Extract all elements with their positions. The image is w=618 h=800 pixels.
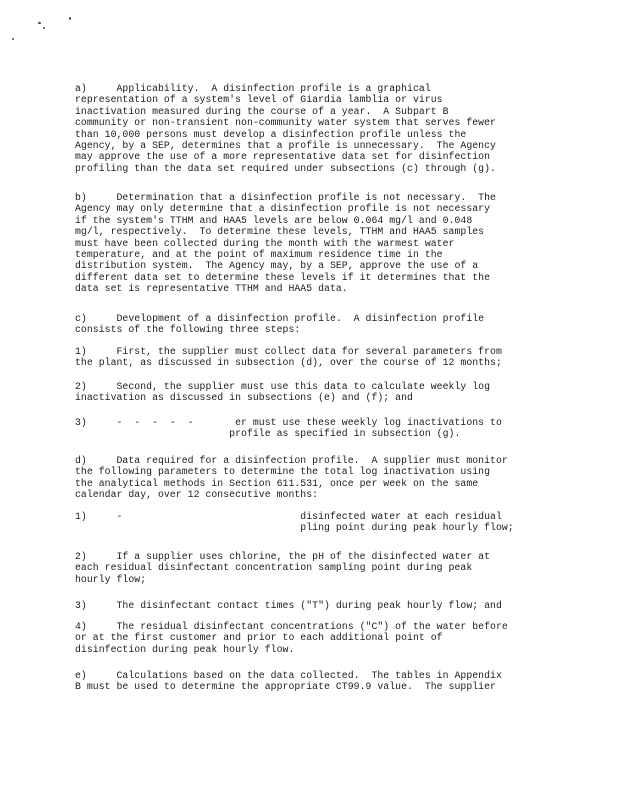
scan-speck xyxy=(12,38,14,40)
paragraph-calculations: e) Calculations based on the data collected. The tables in Appendix B must be used to determine the appropriate CT99.9 value. The supplier xyxy=(75,670,502,693)
paragraph-parameter-1: 1) - disinfected water at each residual pling point during peak hourly flow; xyxy=(75,511,514,534)
paragraph-data-required: d) Data required for a disinfection profile. A supplier must monitor the following parameters to determine the total log inactivation using the analytical methods in Section 611.531, once per week on the same calendar day, over 12 consecutive months: xyxy=(75,455,508,501)
paragraph-parameter-4: 4) The residual disinfectant concentrations ("C") of the water before or at the first customer and prior to each additional point of disinfection during peak hourly flow. xyxy=(75,621,508,655)
paragraph-step-3: 3) - - - - - er must use these weekly log inactivations to profile as specified in subsection (g). xyxy=(75,417,502,440)
paragraph-parameter-3: 3) The disinfectant contact times ("T") during peak hourly flow; and xyxy=(75,600,502,611)
paragraph-determination: b) Determination that a disinfection profile is not necessary. The Agency may only determine that a disinfection profile is not necessary if the system's TTHM and HAA5 levels are below 0.064 mg/l and 0.048 mg/l, respectively. To determine these levels, TTHM and HAA5 samples must have been collected during the month with the warmest water temperature, and at the point of maximum residence time in the distribution system. The Agency may, by a SEP, approve the use of a different data set to determine these levels if it determines that the data set is representative TTHM and HAA5 data. xyxy=(75,192,496,295)
paragraph-development: c) Development of a disinfection profile. A disinfection profile consists of the following three steps: xyxy=(75,313,485,336)
paragraph-parameter-2: 2) If a supplier uses chlorine, the pH of the disinfected water at each residual disinfectant concentration sampling point during peak hourly flow; xyxy=(75,551,491,585)
paragraph-step-2: 2) Second, the supplier must use this data to calculate weekly log inactivation as discussed in subsections (e) and (f); and xyxy=(75,381,491,404)
scan-speck xyxy=(43,27,45,29)
scan-speck xyxy=(38,22,41,24)
paragraph-applicability: a) Applicability. A disinfection profile is a graphical representation of a system's level of Giardia lamblia or virus inactivation measured during the course of a year. A Subpart B community or non-transient non-community water system that serves fewer than 10,000 persons must develop a disinfection profile unless the Agency, by a SEP, determines that a profile is unnecessary. The Agency may approve the use of a more representative data set for disinfection profiling than the data set required under subsections (c) through (g). xyxy=(75,83,496,174)
paragraph-step-1: 1) First, the supplier must collect data for several parameters from the plant, as discussed in subsection (d), over the course of 12 months; xyxy=(75,346,502,369)
scan-speck xyxy=(69,17,71,20)
